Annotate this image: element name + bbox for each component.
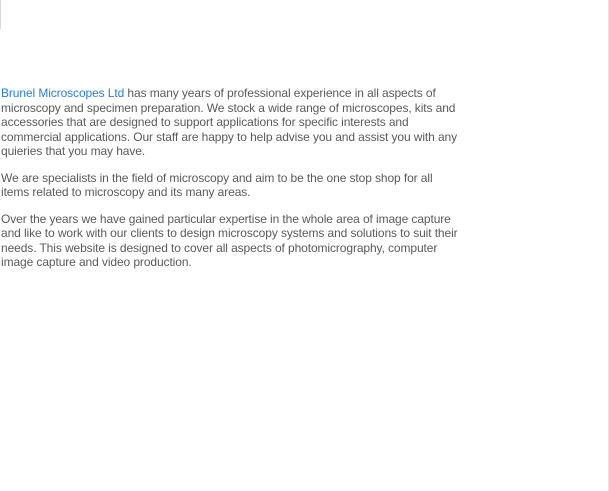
main-content: [1, 86, 459, 282]
left-border-rule: [0, 0, 1, 29]
specialists-paragraph: We are specialists in the field of microscopy and aim to be the one stop shop for all items related to microscopy and its many areas.: [1, 170, 433, 199]
intro-paragraph: [1, 86, 459, 159]
intro-text: has many years of professional experience in all aspects of microscopy and specimen preparation. We stock a wide range of microscopes, kits and accessories that are designed to support applications for specific interests and commercial applications. Our staff are happy to help advise you and assist you with any quieries that you may have.: [1, 86, 457, 158]
company-link[interactable]: Brunel Microscopes Ltd: [1, 86, 125, 100]
expertise-paragraph: Over the years we have gained particular expertise in the whole area of image capture and like to work with our clients to design microscopy systems and solutions to suit their needs. This website is designed to cover all aspects of photomicrography, computer image capture and video production.: [1, 211, 458, 269]
